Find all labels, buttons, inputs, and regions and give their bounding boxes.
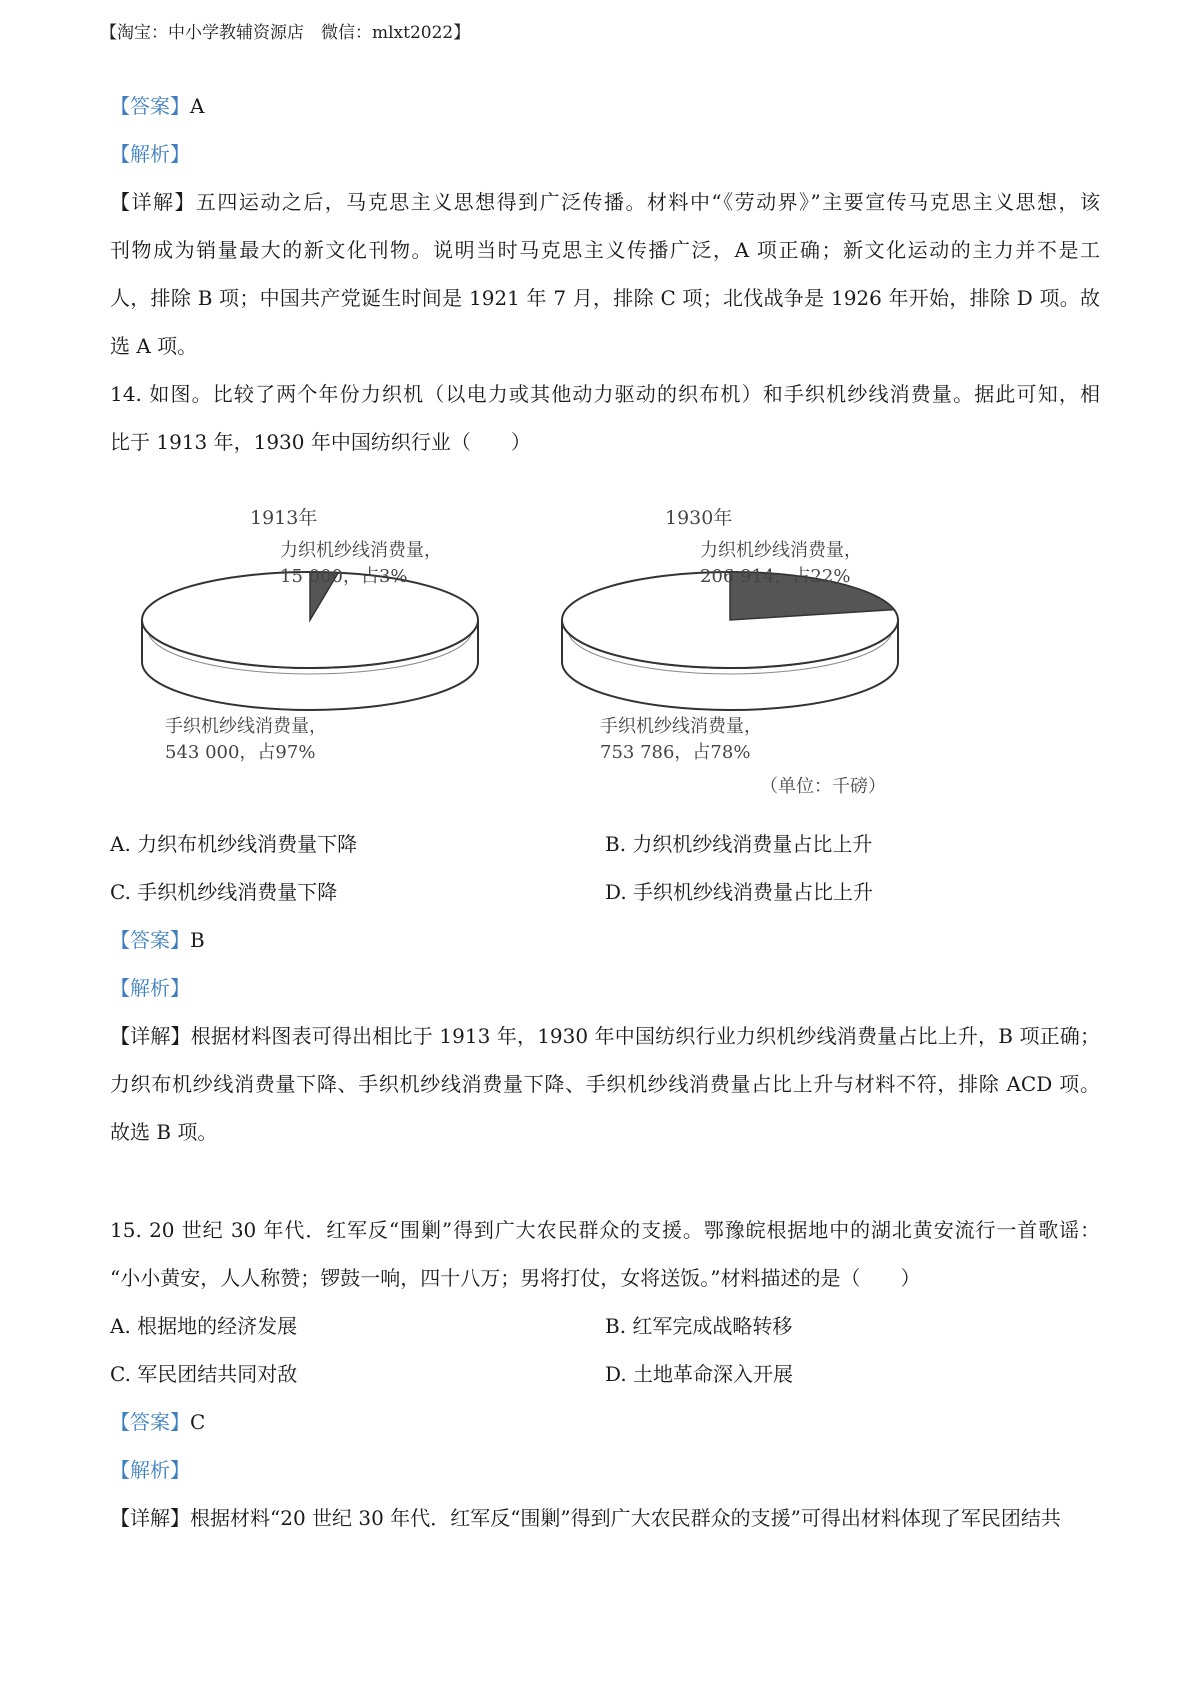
q14-figure [110, 490, 940, 810]
pie-1930-title: 1930年 [665, 507, 733, 529]
pie-chart-1913 [142, 507, 478, 763]
detail-tag: 【详解】 [110, 1506, 190, 1530]
pie-1913-power-label-1: 力织机纱线消费量， [280, 540, 442, 561]
answer-tag: 【答案】 [110, 94, 190, 118]
detail-tag: 【详解】 [110, 190, 196, 214]
q14-stem [110, 370, 1100, 466]
q14-option-c: C. 手织机纱线消费量下降 [110, 880, 338, 904]
q14-detail-line-2: 力织布机纱线消费量下降、手织机纱线消费量下降、手织机纱线消费量占比上升与材料不符，排除 ACD 项。 [110, 1072, 1100, 1096]
detail-tag: 【详解】 [110, 1024, 191, 1048]
q15-option-b: B. 红军完成战略转移 [605, 1314, 793, 1338]
q13-detail-line-3: 人，排除 B 项；中国共产党诞生时间是 1921 年 7 月，排除 C 项；北伐战争是 1926 年开始，排除 D 项。故 [110, 286, 1100, 310]
q14-answer-line [110, 916, 1100, 964]
q15-analysis-line [110, 1446, 1100, 1494]
pie-1930-hand-label-2: 753 786，占78% [600, 742, 751, 763]
pie-1913-hand-label-1: 手织机纱线消费量， [165, 716, 327, 737]
q14-option-d: D. 手织机纱线消费量占比上升 [605, 880, 874, 904]
q14-option-a: A. 力织布机纱线消费量下降 [110, 832, 358, 856]
pie-1930-unit-note: （单位：千磅） [760, 776, 886, 797]
q13-detail-line-1: 五四运动之后，马克思主义思想得到广泛传播。材料中“《劳动界》”主要宣传马克思主义思想，该 [195, 190, 1100, 214]
q14-option-b: B. 力织机纱线消费量占比上升 [605, 832, 873, 856]
q15-detail [110, 1494, 1100, 1542]
q13-analysis-line [110, 130, 1100, 178]
analysis-tag: 【解析】 [110, 1458, 190, 1482]
q14-stem-line-1: 14. 如图。比较了两个年份力织机（以电力或其他动力驱动的织布机）和手织机纱线消费量。据此可知，相 [110, 382, 1100, 406]
pie-1930-hand-label-1: 手织机纱线消费量， [600, 716, 762, 737]
pie-1913-hand-label-2: 543 000，占97% [165, 742, 316, 763]
q15-stem-line-2: “小小黄安，人人称赞；锣鼓一响，四十八万；男将打仗，女将送饭。”材料描述的是（ ） [110, 1266, 921, 1290]
pie-1930-power-label-2: 206 914，占22% [700, 566, 851, 587]
q15-detail-line-1: 根据材料“20 世纪 30 年代．红军反“围剿”得到广大农民群众的支援”可得出材料体现了军民团结共 [190, 1506, 1061, 1530]
q14-detail [110, 1012, 1100, 1156]
page-header: 【淘宝：中小学教辅资源店 微信：mlxt2022】 [100, 23, 471, 43]
analysis-tag: 【解析】 [110, 976, 190, 1000]
q15-stem-line-1: 15. 20 世纪 30 年代．红军反“围剿”得到广大农民群众的支援。鄂豫皖根据地中的湖北黄安流行一首歌谣： [110, 1218, 1100, 1242]
pie-charts-svg [110, 490, 940, 810]
q15-option-d: D. 土地革命深入开展 [605, 1362, 794, 1386]
q15-answer: C [190, 1410, 206, 1434]
analysis-tag: 【解析】 [110, 142, 190, 166]
q14-stem-line-2: 比于 1913 年，1930 年中国纺织行业（ ） [110, 430, 531, 454]
q13-detail-line-4: 选 A 项。 [110, 334, 198, 358]
q13-answer-line [110, 82, 1100, 130]
q14-analysis-line [110, 964, 1100, 1012]
q13-detail [110, 178, 1100, 370]
pie-1913-power-label-2: 15 000，占3% [280, 566, 408, 587]
q14-answer: B [190, 928, 205, 952]
q15-answer-line [110, 1398, 1100, 1446]
answer-tag: 【答案】 [110, 928, 190, 952]
pie-1930-power-label-1: 力织机纱线消费量， [700, 540, 862, 561]
q13-detail-line-2: 刊物成为销量最大的新文化刊物。说明当时马克思主义传播广泛，A 项正确；新文化运动的主力并不是工 [110, 238, 1100, 262]
q14-detail-line-3: 故选 B 项。 [110, 1120, 218, 1144]
q14-detail-line-1: 根据材料图表可得出相比于 1913 年，1930 年中国纺织行业力织机纱线消费量占比上升，B 项正确； [190, 1024, 1100, 1048]
pie-chart-1930 [562, 507, 898, 797]
q15-option-c: C. 军民团结共同对敌 [110, 1362, 298, 1386]
pie-1913-title: 1913年 [250, 507, 318, 529]
q15-stem [110, 1206, 1100, 1302]
answer-tag: 【答案】 [110, 1410, 190, 1434]
q13-answer: A [190, 94, 205, 118]
q15-option-a: A. 根据地的经济发展 [110, 1314, 298, 1338]
